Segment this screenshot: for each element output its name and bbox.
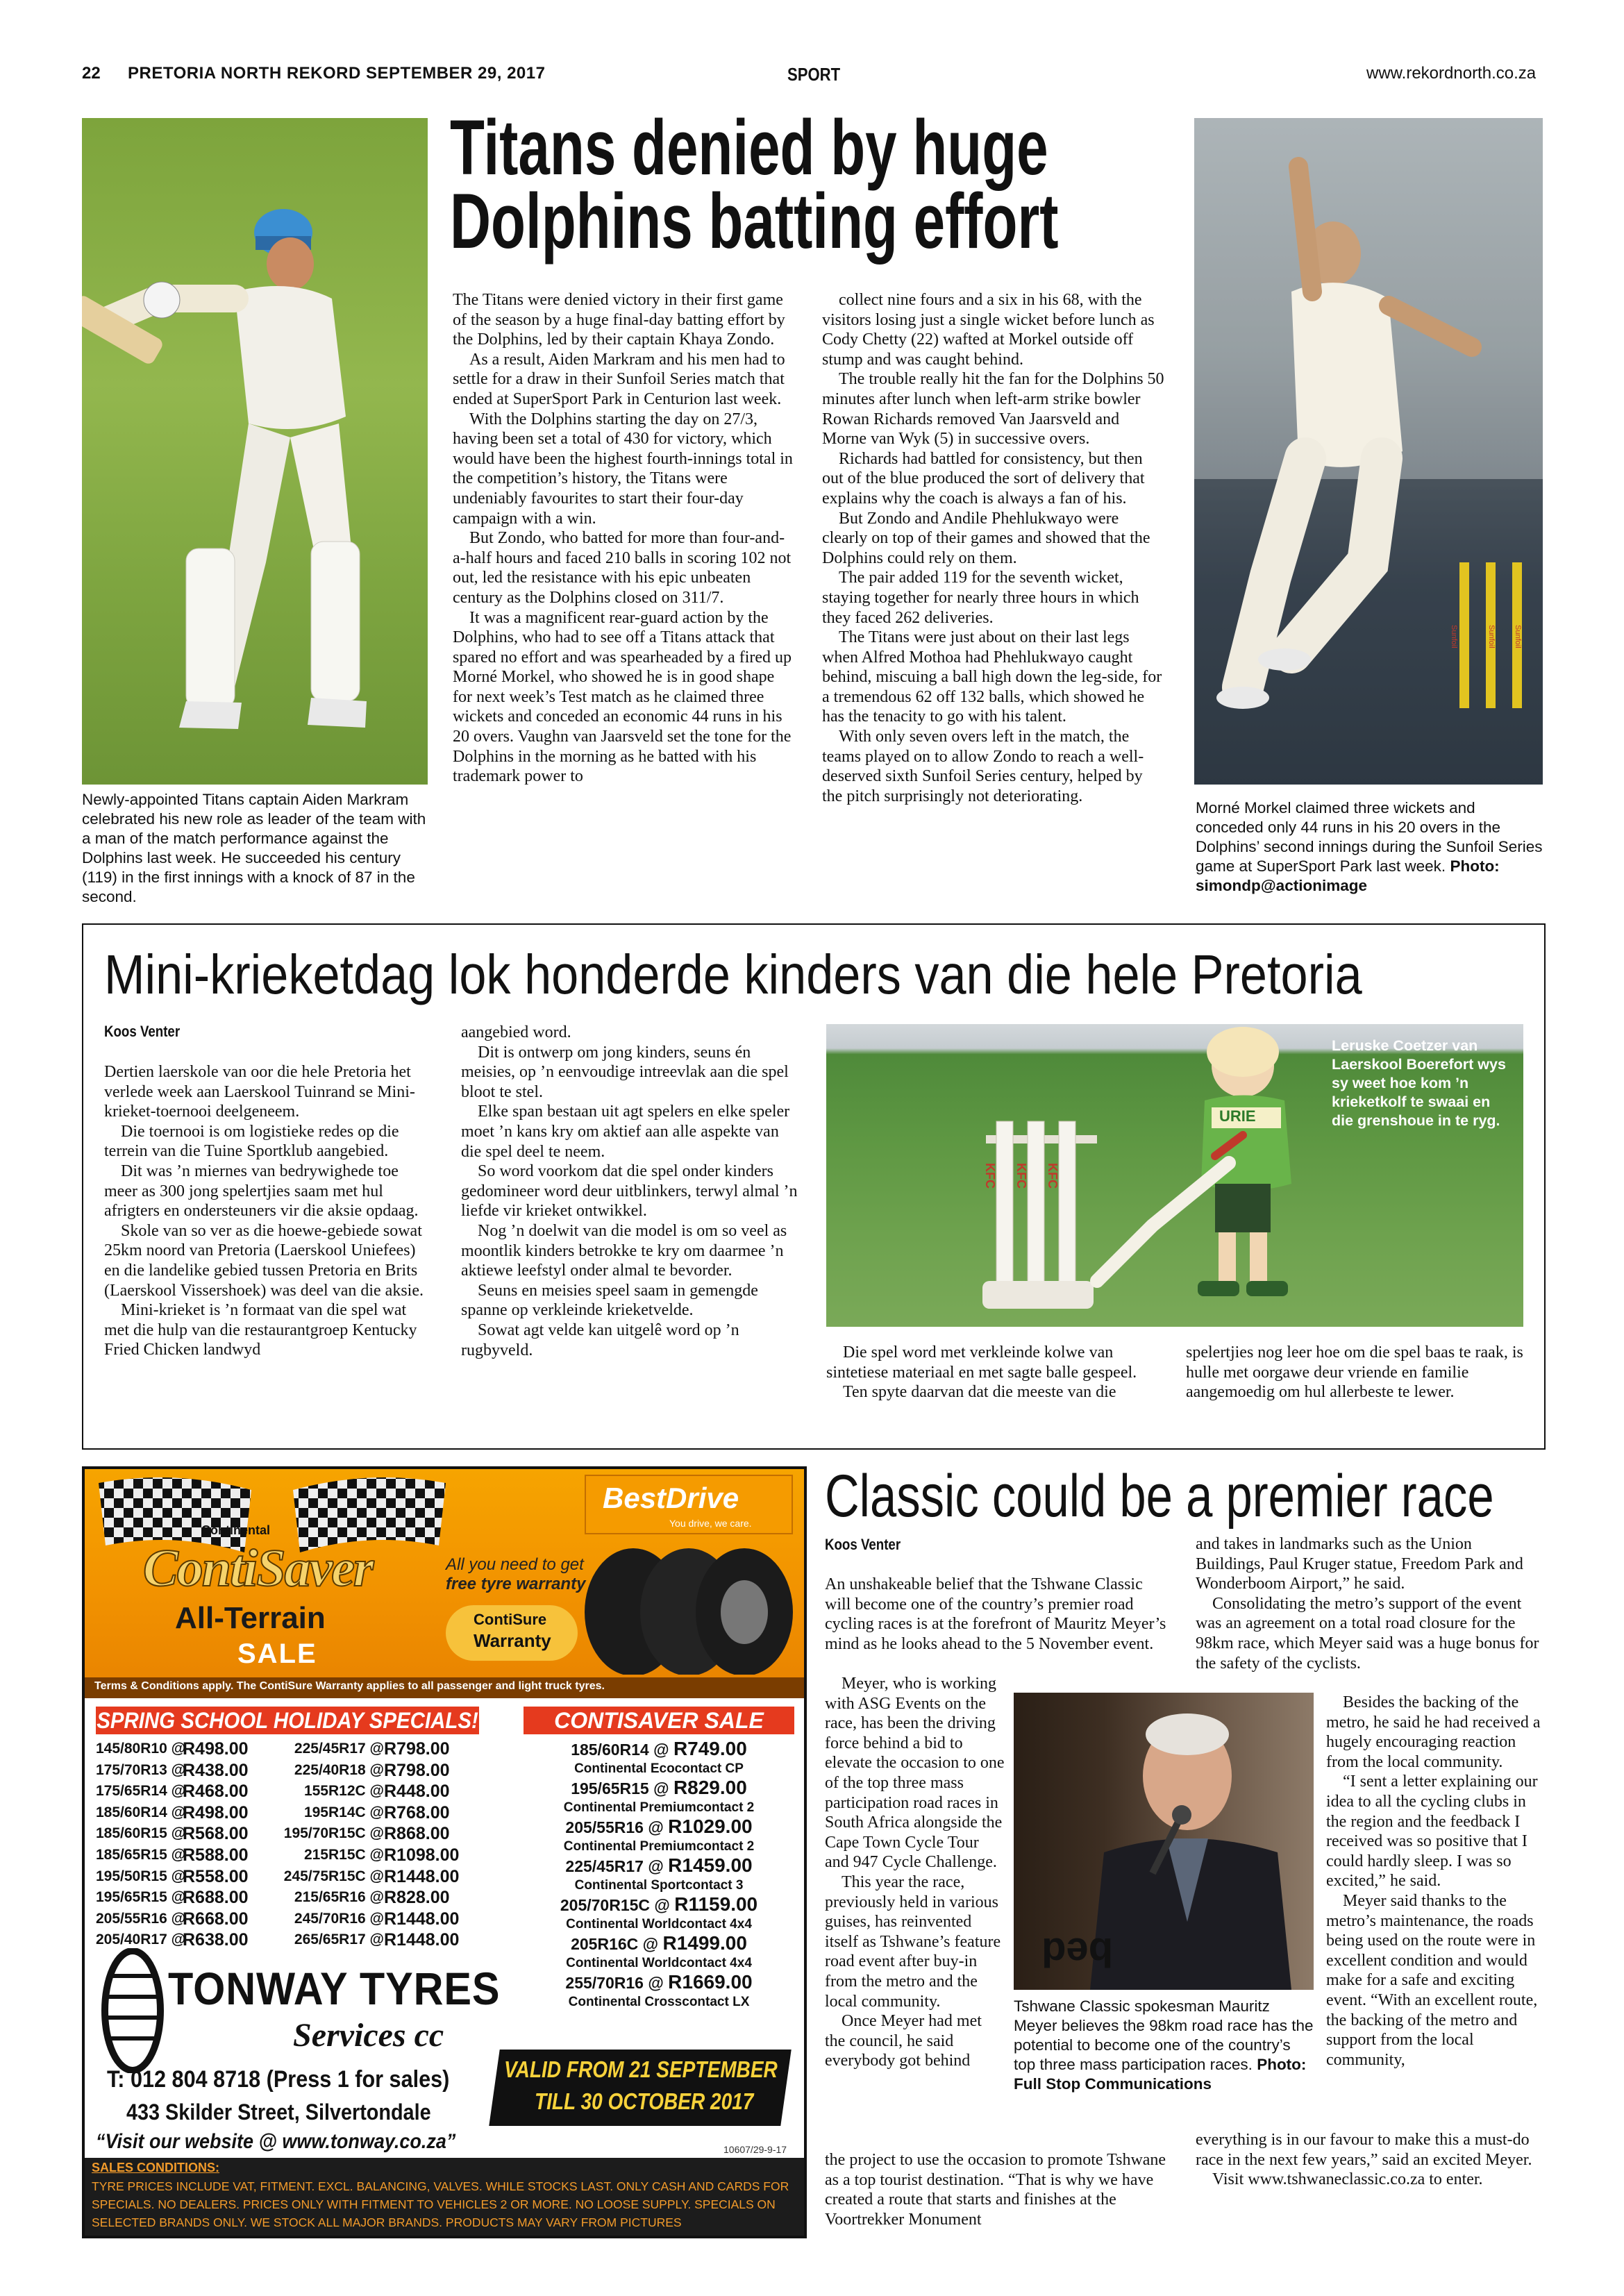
tyre-size: 225/45R17 @ bbox=[565, 1857, 669, 1875]
tyre-size: 195/70R15C @ bbox=[283, 1825, 384, 1842]
spring-price-row bbox=[96, 1909, 512, 1930]
tyre-price: R1459.00 bbox=[668, 1854, 753, 1876]
contisure-badge bbox=[446, 1605, 578, 1661]
tyre-size: 215R15C @ bbox=[303, 1846, 384, 1863]
continental-label: Continental bbox=[201, 1523, 270, 1537]
tyre-price: R1499.00 bbox=[662, 1932, 747, 1954]
contisaver-line bbox=[524, 1933, 794, 1954]
caption-morkel-credit: Photo: simondp@actionimage bbox=[1196, 857, 1500, 894]
classic-column-1-narrow bbox=[825, 1674, 1005, 2071]
caption-morkel bbox=[1196, 798, 1543, 896]
tyre-price: R1159.00 bbox=[674, 1893, 758, 1915]
tyre-price: R1448.00 bbox=[384, 1909, 460, 1929]
tonway-address: 433 Skilder Street, Silvertondale bbox=[126, 2100, 431, 2125]
sales-conditions-header: SALES CONDITIONS: bbox=[92, 2161, 220, 2175]
spring-price-row bbox=[96, 1760, 512, 1782]
tyre-size: 205R16C @ bbox=[571, 1935, 663, 1953]
tyre-size: 215/65R16 @ bbox=[294, 1889, 384, 1906]
contisaver-item bbox=[524, 1933, 794, 1972]
contisaver-item bbox=[524, 1894, 794, 1933]
contisaver-line bbox=[524, 1816, 794, 1838]
tyre-price: R638.00 bbox=[183, 1930, 249, 1950]
tyre-price: R448.00 bbox=[384, 1782, 450, 1802]
tyre-size: 195/65R15 @ bbox=[96, 1889, 186, 1906]
headline-classic: Classic could be a premier race bbox=[825, 1463, 1494, 1530]
classic-column-1-top bbox=[825, 1575, 1172, 1654]
tyre-price: R588.00 bbox=[183, 1845, 249, 1865]
bestdrive-box bbox=[585, 1475, 793, 1534]
sale-label: SALE bbox=[237, 1639, 317, 1669]
paragraph: Consolidating the metro’s support of the event was an agreement on a total road closure for the 98km race, which Meyer said was a huge bonus for the safety of the cyclists. bbox=[1196, 1594, 1539, 1673]
paragraph: Mini-krieket is ’n formaat van die spel wat met die hulp van die restaurantgroep Kentucky Fried Chicken landwyd bbox=[104, 1301, 417, 1359]
contisaver-line bbox=[524, 1972, 794, 1993]
paragraph: Dit was ’n miernes van bedrywighede toe meer as 300 jong spelertjies saam met hul afrigters en ondersteuners vir die aksie opdaag. bbox=[104, 1162, 419, 1221]
tyre-size: 195/50R15 @ bbox=[96, 1868, 186, 1884]
paragraph: and takes in landmarks such as the Union Buildings, Paul Kruger statue, Freedom Park and Wonderboom Airport,” he said. bbox=[1196, 1535, 1523, 1593]
tyre-price: R498.00 bbox=[183, 1802, 249, 1822]
paragraph: The Titans were denied victory in their first game of the season by a huge final-day batting effort by the Dolphins, led by their captain Khaya Zondo. bbox=[453, 291, 785, 349]
tyre-size: 155R12C @ bbox=[303, 1783, 384, 1800]
caption-markram: Newly-appointed Titans captain Aiden Markram celebrated his new role as leader of the team with a man of the match performance against the Dolphins last week. He succeeded his century (119) in the first innings with a knock of 87 in the second. bbox=[82, 791, 426, 905]
tyre-size: 185/60R14 @ bbox=[571, 1741, 673, 1759]
headline-titans bbox=[450, 104, 1059, 265]
valid-line2: TILL 30 OCTOBER 2017 bbox=[535, 2088, 754, 2114]
paragraph: Elke span bestaan uit agt spelers en elke speler moet ’n kans kry om aktief aan alle aspekte van die spel deel te neem. bbox=[461, 1103, 790, 1161]
contisaver-line bbox=[524, 1738, 794, 1760]
tyre-size: 225/40R18 @ bbox=[294, 1761, 384, 1778]
contisaver-logo: ContiSaver bbox=[143, 1539, 373, 1598]
paragraph: Once Meyer had met the council, he said everybody got behind bbox=[825, 2012, 982, 2070]
tyre-price: R498.00 bbox=[183, 1739, 249, 1759]
tyre-price: R438.00 bbox=[183, 1760, 249, 1780]
contisaver-item bbox=[524, 1816, 794, 1855]
mini-stump-brand-1: KFC bbox=[983, 1163, 997, 1189]
tyre-price: R768.00 bbox=[384, 1802, 450, 1822]
contisaver-item bbox=[524, 1777, 794, 1816]
spring-price-row bbox=[96, 1823, 512, 1845]
child-figure bbox=[1097, 1027, 1291, 1296]
paragraph: This year the race, previously held in various guises, has reinvented itself as Tshwane’s feature road event after buy-in from the metro and the local community. bbox=[825, 1872, 1001, 2011]
tonway-services: Services cc bbox=[293, 2017, 444, 2054]
publication-line: PRETORIA NORTH REKORD SEPTEMBER 29, 2017 bbox=[128, 64, 546, 83]
stump-brand-1: Sunfoil bbox=[1450, 625, 1458, 648]
tyre-model: Continental Sportcontact 3 bbox=[574, 1878, 744, 1893]
warranty-line2: free tyre warranty bbox=[446, 1575, 586, 1593]
paragraph: The trouble really hit the fan for the Dolphins 50 minutes after lunch when left-arm strike bowler Rowan Richards removed Van Jaarsveld and Morne van Wyk (5) in successive overs. bbox=[822, 370, 1164, 449]
headline-mini-krieket: Mini-krieketdag lok honderde kinders van die hele Pretoria bbox=[104, 944, 1362, 1005]
tyre-size: 225/45R17 @ bbox=[294, 1741, 384, 1757]
headline-titans-line1: Titans denied by huge bbox=[450, 104, 1048, 191]
paragraph: Seuns en meisies speel saam in gemengde spanne op verkleinde krieketvelde. bbox=[461, 1281, 758, 1320]
contisaver-prices-table bbox=[524, 1738, 794, 2011]
page-number: 22 bbox=[82, 64, 101, 83]
paragraph: But Zondo, who batted for more than four-and-a-half hours and faced 210 balls in scoring 102 not out, led the resistance with his epic unbeaten century as the Dolphins closed on 311/7. bbox=[453, 529, 792, 607]
photo-mauritz-meyer bbox=[1014, 1693, 1314, 1990]
paragraph: As a result, Aiden Markram and his men had to settle for a draw in their Sunfoil Series match that ended at SuperSport Park in Centurion last week. bbox=[453, 350, 785, 408]
tyre-size: 185/65R15 @ bbox=[96, 1846, 186, 1863]
tyre-price: R558.00 bbox=[183, 1866, 249, 1886]
tyre-size: 145/80R10 @ bbox=[96, 1741, 186, 1757]
tyre-price: R668.00 bbox=[183, 1909, 249, 1929]
contisaver-line bbox=[524, 1894, 794, 1916]
tyre-price: R1029.00 bbox=[668, 1816, 753, 1837]
mini-column-1 bbox=[104, 1062, 435, 1360]
contisure-label: ContiSure bbox=[474, 1611, 547, 1628]
classic-column-2-top bbox=[1196, 1534, 1543, 1673]
tyre-price: R1448.00 bbox=[384, 1866, 460, 1886]
caption-meyer-credit: Photo: Full Stop Communications bbox=[1014, 2056, 1307, 2093]
paragraph: With only seven overs left in the match, the teams played on to allow Zondo to reach a well-deserved sixth Sunfoil Series century, helped by the pitch surprisingly not deteriorating. bbox=[822, 728, 1144, 805]
stump-brand-2: Sunfoil bbox=[1487, 625, 1496, 648]
paragraph: An unshakeable belief that the Tshwane Classic will become one of the country’s premier road cycling races is at the forefront of Mauritz Meyer’s mind as he looks ahead to the 5 November event. bbox=[825, 1575, 1166, 1653]
mini-column-3 bbox=[826, 1343, 1160, 1402]
tyre-model: Continental Premiumcontact 2 bbox=[563, 1800, 755, 1815]
photo-mini-krieket bbox=[826, 1024, 1523, 1327]
spring-price-row bbox=[96, 1845, 512, 1866]
paragraph: collect nine fours and a six in his 68, with the visitors losing just a single wicket before lunch as Cody Chetty (22) wafted at Morkel outside off stump and was caught behind. bbox=[822, 291, 1155, 369]
paragraph: With the Dolphins starting the day on 27/3, having been set a total of 430 for victory, which would have been the highest fourth-innings total in the competition’s history, the Titans were undeniably favourites to start their four-day campaign with a win. bbox=[453, 410, 793, 528]
paragraph: Dit is ontwerp om jong kinders, seuns én meisies, op ’n eenvoudige intreevlak aan die spel bloot te stel. bbox=[461, 1043, 789, 1101]
tonway-name: TONWAY TYRES bbox=[168, 1963, 501, 2014]
tyre-price: R798.00 bbox=[384, 1739, 450, 1759]
tyre-price: R688.00 bbox=[183, 1888, 249, 1908]
byline-mini-krieket: Koos Venter bbox=[104, 1023, 181, 1040]
paragraph: aangebied word. bbox=[461, 1023, 571, 1041]
contisaver-line bbox=[524, 1777, 794, 1799]
contisaver-line bbox=[524, 1855, 794, 1877]
tyre-size: 255/70R16 @ bbox=[565, 1974, 669, 1992]
tyre-price: R868.00 bbox=[384, 1824, 450, 1844]
ad-top-banner bbox=[85, 1469, 804, 1684]
caption-meyer bbox=[1014, 1997, 1314, 2094]
caption-meyer-text: Tshwane Classic spokesman Mauritz Meyer believes the 98km road race has the potential to become one of the country’s top three mass participation races. bbox=[1014, 1997, 1314, 2073]
tyre-size: 205/70R15C @ bbox=[560, 1896, 675, 1914]
tyre-price: R798.00 bbox=[384, 1760, 450, 1780]
tyre-price: R828.00 bbox=[384, 1888, 450, 1908]
paragraph: Meyer, who is working with ASG Events on the race, has been the driving force behind a bid to elevate the occasion to one of the top three mass participation road races in South Africa alongside the Cape Town Cycle Tour and 947 Cycle Challenge. bbox=[825, 1675, 1005, 1872]
photo-markram-batting bbox=[82, 118, 428, 785]
tyre-tread-icon bbox=[101, 1948, 164, 2073]
paragraph: Richards had battled for consistency, but then out of the blue produced the sort of delivery that explains why the coach is always a fan of his. bbox=[822, 449, 1145, 508]
titans-column-2 bbox=[822, 290, 1166, 806]
tyre-size: 185/60R14 @ bbox=[96, 1804, 186, 1820]
stump-brand-3: Sunfoil bbox=[1514, 625, 1522, 648]
ad-terms-bar bbox=[85, 1677, 804, 1698]
tyre-price: R749.00 bbox=[673, 1738, 747, 1759]
tyre-model: Continental Worldcontact 4x4 bbox=[566, 1917, 752, 1932]
tyre-price: R1098.00 bbox=[384, 1845, 460, 1865]
mini-column-2 bbox=[461, 1023, 801, 1360]
contisaver-item bbox=[524, 1738, 794, 1777]
byline-classic: Koos Venter bbox=[825, 1536, 901, 1553]
spring-price-row bbox=[96, 1802, 512, 1824]
spring-specials-header: SPRING SCHOOL HOLIDAY SPECIALS! bbox=[97, 1708, 478, 1733]
ad-reference: 10607/29-9-17 bbox=[723, 2144, 787, 2155]
tyre-size: 205/55R16 @ bbox=[565, 1818, 669, 1836]
tyre-size: 195R14C @ bbox=[303, 1804, 384, 1820]
valid-line1: VALID FROM 21 SEPTEMBER bbox=[504, 2056, 778, 2082]
batsman-figure bbox=[82, 209, 367, 729]
mini-stump-brand-3: KFC bbox=[1046, 1163, 1060, 1189]
titans-column-1 bbox=[453, 290, 797, 787]
paragraph: “I sent a letter explaining our idea to all the cycling clubs in the region and the feedback I received was so positive that I could hardly sleep. I was so excited,” he said. bbox=[1326, 1773, 1538, 1891]
paragraph: Ten spyte daarvan dat die meeste van die bbox=[843, 1383, 1116, 1402]
headline-titans-line2: Dolphins batting effort bbox=[450, 178, 1059, 265]
contisaver-item bbox=[524, 1972, 794, 2011]
tyre-size: 245/70R16 @ bbox=[294, 1910, 384, 1927]
warranty-line1: All you need to get bbox=[446, 1555, 584, 1574]
paragraph: Skole van so ver as die hoewe-gebiede sowat 25km noord van Pretoria (Laerskool Uniefees) en die landelike gebied tussen Pretoria en Brits (Laerskool Vissershoek) was deel van die aksie. bbox=[104, 1221, 424, 1300]
tyre-size: 175/65R14 @ bbox=[96, 1783, 186, 1800]
tyre-size: 195/65R15 @ bbox=[571, 1779, 673, 1798]
paragraph: Visit www.tshwaneclassic.co.za to enter. bbox=[1212, 2170, 1483, 2189]
tonway-phone[interactable]: T: 012 804 8718 (Press 1 for sales) bbox=[107, 2066, 450, 2093]
spring-prices-table bbox=[96, 1738, 512, 1951]
contisure-warranty: Warranty bbox=[474, 1630, 551, 1651]
paragraph: Nog ’n doelwit van die model is om so veel as moontlik kinders betrokke te kry om daarmee ’n aktiewe leefstyl onder almal te bevorder. bbox=[461, 1221, 787, 1280]
tyres-illustration bbox=[571, 1536, 793, 1675]
paragraph: It was a magnificent rear-guard action by the Dolphins, who had to see off a Titans attack that spared no effort and was spearheaded by a fired up Morné Morkel, who showed he is in good shape for next week’s Test match as he claimed three wickets and conceded an economic 44 runs in his 20 overs. Vaughn van Jaarsveld set the tone for the Dolphins in the morning as he batted with his trademark power to bbox=[453, 608, 792, 786]
sales-conditions-box bbox=[85, 2158, 804, 2238]
contisaver-item bbox=[524, 1855, 794, 1894]
tyre-price: R468.00 bbox=[183, 1782, 249, 1802]
caption-mini-krieket: Leruske Coetzer van Laerskool Boerefort wys sy weet hoe kom ’n krieketkolf te swaai en die grenshoue in te ryg. bbox=[1332, 1037, 1506, 1129]
paragraph: Sowat agt velde kan uitgelê word op ’n rugbyveld. bbox=[461, 1321, 739, 1359]
paragraph: Dertien laerskole van oor die hele Pretoria het verlede week aan Laerskool Tuinrand se Mini-krieket-toernooi deelgeneem. bbox=[104, 1063, 415, 1121]
contisaver-sale-header: CONTISAVER SALE bbox=[524, 1707, 794, 1734]
spring-price-row bbox=[96, 1738, 512, 1760]
tyre-size: 185/60R15 @ bbox=[96, 1825, 186, 1842]
tyre-model: Continental Worldcontact 4x4 bbox=[566, 1956, 752, 1970]
kfc-stumps bbox=[982, 1121, 1097, 1309]
spring-price-row bbox=[96, 1887, 512, 1909]
paragraph: spelertjies nog leer hoe om die spel baas te raak, is hulle met oorgawe deur vriende en familie aangemoedig om hul allerbeste te lewer. bbox=[1186, 1343, 1523, 1402]
mini-column-4 bbox=[1186, 1343, 1526, 1402]
paragraph: The pair added 119 for the seventh wicket, staying together for nearly three hours in which they faced 262 deliveries. bbox=[822, 569, 1139, 627]
bestdrive-brand: BestDrive bbox=[603, 1482, 739, 1514]
caption-morkel-text: Morné Morkel claimed three wickets and conceded only 44 runs in his 20 overs in the Dolphins’ second innings during the Sunfoil Series game at SuperSport Park last week. bbox=[1196, 799, 1543, 875]
paragraph: everything is in our favour to make this a must-do race in the next few years,” said an excited Meyer. bbox=[1196, 2131, 1532, 2169]
spring-price-row bbox=[96, 1866, 512, 1888]
tyre-price: R1669.00 bbox=[668, 1971, 753, 1993]
classic-column-2-narrow bbox=[1326, 1693, 1543, 2070]
tyre-price: R1448.00 bbox=[384, 1930, 460, 1950]
tyre-size: 265/65R17 @ bbox=[294, 1932, 384, 1948]
allterrain-label: All-Terrain bbox=[175, 1601, 326, 1635]
shirt-text: URIE bbox=[1219, 1107, 1256, 1125]
sales-conditions-text: TYRE PRICES INCLUDE VAT, FITMENT. EXCL. BALANCING, VALVES. WHILE STOCKS LAST. ONLY CASH AND CARDS FOR SPECIALS. NO DEALERS. PRICES ONLY WITH FITMENT TO VEHICLES 2 OR MORE. NO LOOSE SUPPLY. SPECIALS ON SELECTED BRANDS ONLY. WE STOCK ALL MAJOR BRANDS. PRODUCTS MAY VARY FROM PICTURES bbox=[92, 2179, 789, 2229]
bestdrive-tagline: You drive, we care. bbox=[669, 1518, 752, 1529]
tyre-size: 245/75R15C @ bbox=[283, 1868, 384, 1884]
paragraph: Meyer said thanks to the metro’s maintenance, the roads being used on the route were in excellent condition and would make for a safe and exciting event. “With an excellent route, the backing of the metro and support from the local community, bbox=[1326, 1891, 1538, 2069]
spring-price-row bbox=[96, 1781, 512, 1802]
speaker-figure bbox=[1090, 1713, 1291, 1990]
tyre-size: 175/70R13 @ bbox=[96, 1761, 186, 1778]
classic-column-1-bottom: the project to use the occasion to promote Tshwane as a top tourist destination. “That is why we have created a route that starts and finishes at the Voortrekker Monument bbox=[825, 2151, 1166, 2229]
screen-text: bed bbox=[1041, 1929, 1114, 1975]
paragraph: Besides the backing of the metro, he said he had received a hugely encouraging reaction from the local community. bbox=[1326, 1693, 1541, 1771]
page-header bbox=[82, 64, 1547, 92]
tyre-size: 205/55R16 @ bbox=[96, 1910, 186, 1927]
tonway-website[interactable]: “Visit our website @ www.tonway.co.za” bbox=[96, 2130, 456, 2153]
paragraph: Die toernooi is om logistieke redes op die terrein van die Tuine Sportklub aangebied. bbox=[104, 1122, 399, 1161]
mini-stump-brand-2: KFC bbox=[1014, 1163, 1028, 1189]
classic-column-2-bottom bbox=[1196, 2130, 1543, 2190]
website-header[interactable]: www.rekordnorth.co.za bbox=[1366, 64, 1537, 83]
ad-terms-text: Terms & Conditions apply. The ContiSure Warranty applies to all passenger and light truck tyres. bbox=[94, 1680, 605, 1692]
section-label: SPORT bbox=[787, 64, 841, 85]
tyre-model: Continental Ecocontact CP bbox=[574, 1761, 744, 1776]
photo-morkel-bowling bbox=[1194, 118, 1543, 785]
tyre-model: Continental Crosscontact LX bbox=[568, 1995, 750, 2009]
paragraph: But Zondo and Andile Phehlukwayo were clearly on top of their games and showed that the Dolphins could rely on them. bbox=[822, 509, 1150, 567]
paragraph: The Titans were just about on their last legs when Alfred Mothoa had Phehlukwayo caught behind, miscuing a ball high down the leg-side, for a tremendous 62 off 132 balls, which showed he has the tenacity to go with his talent. bbox=[822, 628, 1162, 726]
tonway-advert bbox=[82, 1466, 807, 2238]
tyre-price: R568.00 bbox=[183, 1824, 249, 1844]
tyre-model: Continental Premiumcontact 2 bbox=[563, 1839, 755, 1854]
tyre-size: 205/40R17 @ bbox=[96, 1932, 186, 1948]
tyre-price: R829.00 bbox=[673, 1777, 747, 1798]
paragraph: So word voorkom dat die spel onder kinders gedomineer word deur uitblinkers, terwyl almal ’n liefde vir krieket ontwikkel. bbox=[461, 1162, 798, 1221]
paragraph: Die spel word met verkleinde kolwe van sintetiese materiaal en met sagte balle gespeel. bbox=[826, 1343, 1137, 1382]
